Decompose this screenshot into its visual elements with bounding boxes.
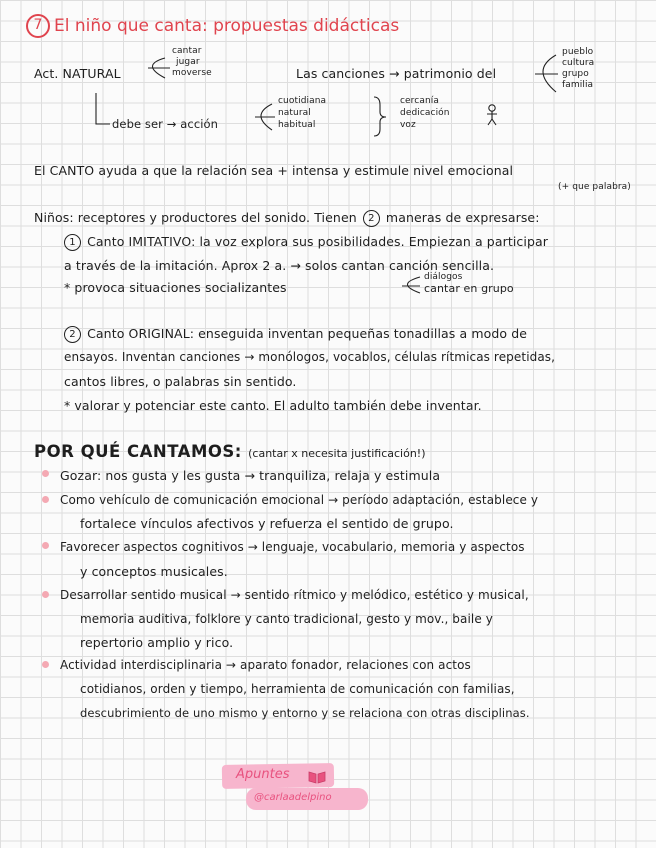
ninos-line-end: maneras de expresarse: bbox=[385, 210, 540, 225]
original-text-1: Canto ORIGINAL: enseguida inventan pequeñas tonadillas a modo de bbox=[87, 326, 528, 341]
imitativo-line-3: * provoca situaciones socializantes bbox=[64, 280, 287, 295]
accion-item-natural: natural bbox=[278, 108, 311, 118]
ninos-number: 2 bbox=[363, 210, 380, 227]
act-item-moverse: moverse bbox=[172, 68, 212, 78]
original-number: 2 bbox=[64, 326, 81, 343]
act-item-jugar: jugar bbox=[176, 57, 200, 67]
bullet-vehiculo-2: fortalece vínculos afectivos y refuerza el sentido de grupo. bbox=[80, 516, 454, 531]
bullet-dot bbox=[42, 591, 49, 598]
accion-item-cuotidiana: cuotidiana bbox=[278, 96, 327, 106]
bullet-musical-1: Desarrollar sentido musical → sentido rítmico y melódico, estético y musical, bbox=[60, 588, 529, 602]
songs-item-pueblo: pueblo bbox=[562, 47, 594, 57]
act-natural-label: Act. NATURAL bbox=[34, 66, 121, 81]
songs-item-cultura: cultura bbox=[562, 58, 595, 68]
bullet-vehiculo-1: Como vehículo de comunicación emocional → período adaptación, establece y bbox=[60, 493, 539, 507]
bullet-musical-2: memoria auditiva, folklore y canto tradicional, gesto y mov., baile y bbox=[80, 612, 493, 626]
debe-label: debe ser → acción bbox=[112, 117, 219, 131]
accion-item-habitual: habitual bbox=[278, 120, 316, 130]
ninos-line-start: Niños: receptores y productores del sonido. Tienen bbox=[34, 210, 357, 225]
por-que-note: (cantar x necesita justificación!) bbox=[248, 447, 426, 460]
sticker-title: Apuntes bbox=[236, 767, 290, 782]
act-item-cantar: cantar bbox=[172, 46, 202, 56]
imitativo-line-2: a través de la imitación. Aprox 2 a. → solos cantan canción sencilla. bbox=[64, 258, 495, 273]
apuntes-sticker bbox=[222, 762, 370, 812]
canto-note: (+ que palabra) bbox=[558, 182, 631, 192]
imitativo-line-1 bbox=[62, 234, 548, 251]
sticker-handle: @carlaadelpino bbox=[254, 792, 332, 803]
title-number: 7 bbox=[26, 14, 50, 38]
imitativo-text-1: Canto IMITATIVO: la voz explora sus posibilidades. Empiezan a participar bbox=[87, 234, 548, 249]
bullet-cognitivos-1: Favorecer aspectos cognitivos → lenguaje, vocabulario, memoria y aspectos bbox=[60, 540, 525, 554]
imitativo-branch-dialogos: diálogos bbox=[424, 272, 463, 282]
cercania-item: cercanía bbox=[400, 96, 439, 106]
imitativo-branch-grupo: cantar en grupo bbox=[424, 282, 514, 295]
por-que-heading bbox=[34, 442, 426, 461]
canto-line: El CANTO ayuda a que la relación sea + intensa y estimule nivel emocional bbox=[34, 163, 514, 178]
bullet-cognitivos-2: y conceptos musicales. bbox=[80, 564, 228, 579]
original-line-1 bbox=[62, 326, 527, 343]
bullet-interdisciplinaria-3: descubrimiento de uno mismo y entorno y se relaciona con otras disciplinas. bbox=[80, 706, 530, 720]
bullet-dot bbox=[42, 496, 49, 503]
songs-item-grupo: grupo bbox=[562, 69, 589, 79]
bullet-dot bbox=[42, 661, 49, 668]
songs-item-familia: familia bbox=[562, 80, 594, 90]
book-icon bbox=[308, 770, 326, 784]
bullet-dot bbox=[42, 542, 49, 549]
songs-label: Las canciones → patrimonio del bbox=[296, 66, 497, 81]
bullet-gozar: Gozar: nos gusta y les gusta → tranquiliza, relaja y estimula bbox=[60, 468, 441, 483]
voz-item: voz bbox=[400, 120, 416, 130]
imitativo-number: 1 bbox=[64, 234, 81, 251]
bullet-interdisciplinaria-2: cotidianos, orden y tiempo, herramienta de comunicación con familias, bbox=[80, 682, 515, 696]
bullet-musical-3: repertorio amplio y rico. bbox=[80, 635, 234, 650]
ninos-line bbox=[34, 210, 540, 227]
original-line-4: * valorar y potenciar este canto. El adulto también debe inventar. bbox=[64, 398, 482, 413]
dedicacion-item: dedicación bbox=[400, 108, 450, 118]
por-que-title: POR QUÉ CANTAMOS: bbox=[34, 442, 242, 461]
bullet-dot bbox=[42, 470, 49, 477]
bullet-interdisciplinaria-1: Actividad interdisciplinaria → aparato fonador, relaciones con actos bbox=[60, 658, 471, 672]
title-text: El niño que canta: propuestas didácticas bbox=[54, 16, 400, 36]
original-line-3: cantos libres, o palabras sin sentido. bbox=[64, 374, 297, 389]
original-line-2: ensayos. Inventan canciones → monólogos, vocablos, células rítmicas repetidas, bbox=[64, 350, 556, 364]
